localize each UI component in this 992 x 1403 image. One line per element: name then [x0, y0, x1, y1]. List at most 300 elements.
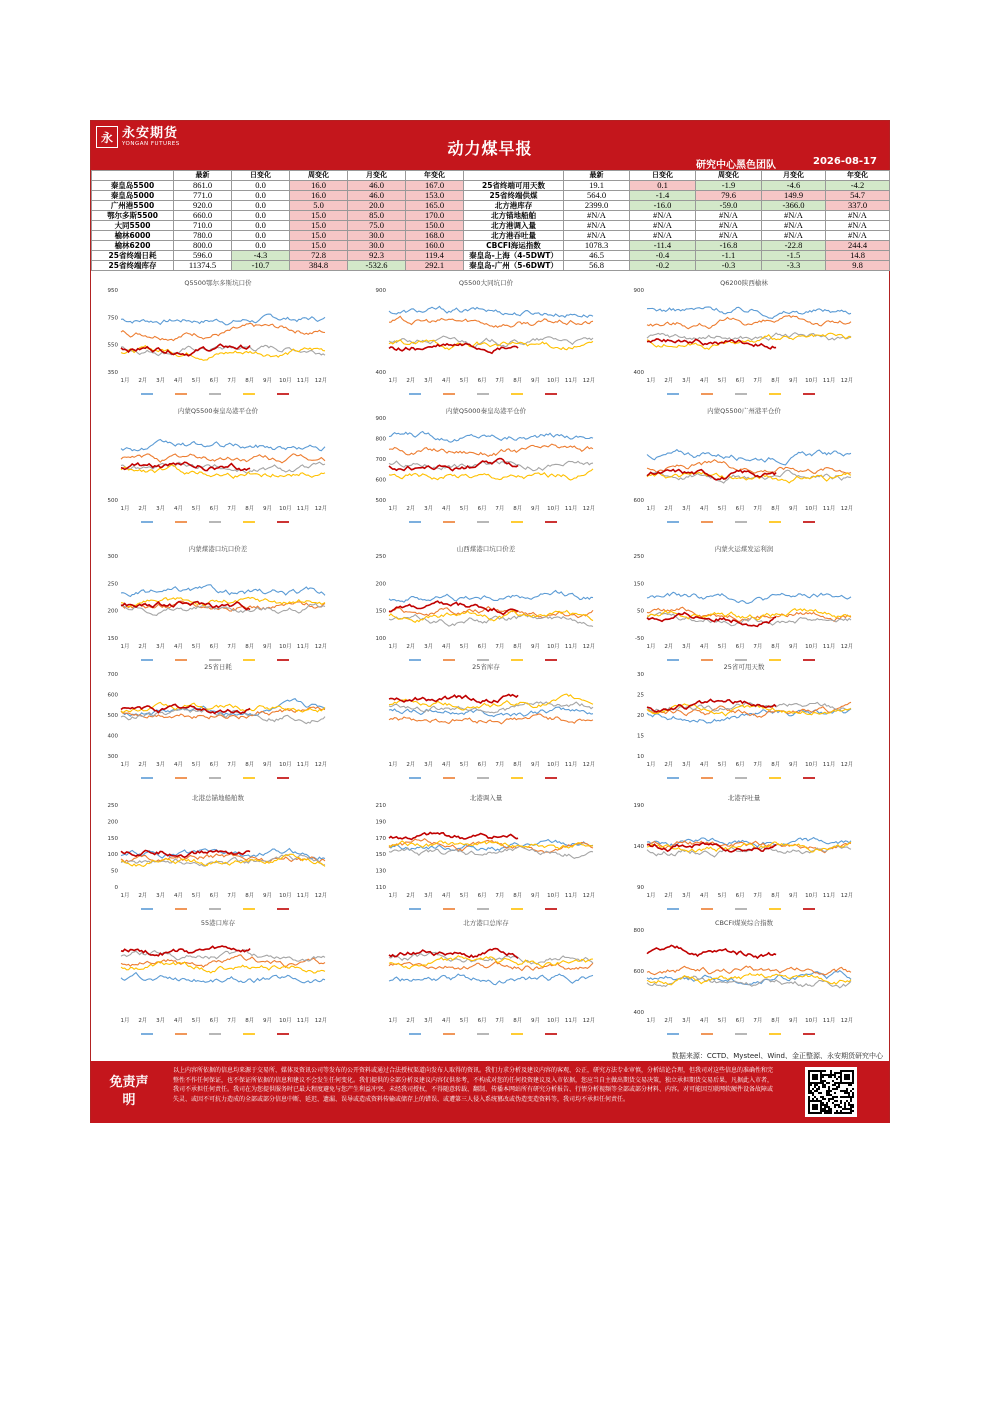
- table-cell: #N/A: [826, 211, 890, 221]
- x-tick-label: 12月: [314, 644, 328, 650]
- series-line: [389, 952, 593, 964]
- table-cell: 14.8: [826, 251, 890, 261]
- row-label: 榆林6200: [92, 241, 174, 251]
- x-tick-label: 4月: [173, 506, 183, 512]
- table-cell: 75.0: [348, 221, 406, 231]
- x-tick-label: 12月: [840, 1018, 854, 1024]
- x-tick-label: 3月: [424, 893, 434, 899]
- chart-panel: [93, 916, 343, 1046]
- chart-panel: [93, 276, 343, 406]
- table-cell: 56.8: [564, 261, 630, 271]
- x-tick-label: 8月: [245, 1018, 255, 1024]
- chart-panel: [93, 542, 343, 672]
- row-label: 秦皇岛5500: [92, 181, 174, 191]
- x-tick-label: 2月: [406, 1018, 416, 1024]
- y-tick-label: 700: [107, 672, 118, 678]
- y-tick-label: 500: [375, 498, 386, 504]
- series-line: [389, 949, 518, 959]
- series-line: [389, 695, 518, 704]
- x-tick-label: 7月: [227, 378, 237, 384]
- chart-title: 北港吞吐量: [727, 794, 761, 802]
- y-tick-label: 350: [107, 370, 118, 376]
- table-cell: 800.0: [174, 241, 232, 251]
- x-tick-label: 4月: [173, 1018, 183, 1024]
- x-tick-label: 11月: [564, 506, 578, 512]
- x-tick-label: 6月: [477, 1018, 487, 1024]
- table-cell: 244.4: [826, 241, 890, 251]
- x-tick-label: 7月: [495, 378, 505, 384]
- x-tick-label: 6月: [735, 1018, 745, 1024]
- table-header-cell: [464, 171, 564, 181]
- x-tick-label: 4月: [699, 378, 709, 384]
- x-tick-label: 4月: [699, 506, 709, 512]
- x-tick-label: 10月: [547, 1018, 560, 1024]
- series-line: [647, 699, 776, 712]
- x-tick-label: 11月: [822, 893, 836, 899]
- x-tick-label: 1月: [120, 1018, 130, 1024]
- x-tick-label: 3月: [682, 893, 692, 899]
- x-tick-label: 5月: [459, 893, 469, 899]
- x-tick-label: 1月: [388, 762, 398, 768]
- x-tick-label: 12月: [314, 893, 328, 899]
- x-tick-label: 11月: [822, 644, 836, 650]
- y-tick-label: 50: [637, 608, 644, 615]
- table-cell: 79.6: [696, 191, 762, 201]
- y-tick-label: 400: [107, 733, 118, 740]
- table-row: [92, 181, 890, 191]
- x-tick-label: 7月: [495, 1018, 505, 1024]
- y-tick-label: 250: [107, 803, 118, 809]
- x-tick-label: 8月: [245, 506, 255, 512]
- x-tick-label: 1月: [646, 1018, 656, 1024]
- table-cell: #N/A: [762, 221, 826, 231]
- report-header: [91, 121, 889, 170]
- x-tick-label: 12月: [582, 762, 596, 768]
- table-cell: 1078.3: [564, 241, 630, 251]
- row-label: 广州港5500: [92, 201, 174, 211]
- table-cell: 660.0: [174, 211, 232, 221]
- x-tick-label: 10月: [279, 762, 292, 768]
- x-tick-label: 1月: [120, 893, 130, 899]
- table-row: [92, 211, 890, 221]
- x-tick-label: 11月: [296, 762, 310, 768]
- x-tick-label: 2月: [664, 762, 674, 768]
- table-header-cell: 月变化: [348, 171, 406, 181]
- table-header-cell: 最新: [174, 171, 232, 181]
- x-tick-label: 3月: [424, 378, 434, 384]
- x-tick-label: 7月: [753, 762, 763, 768]
- table-cell: #N/A: [826, 221, 890, 231]
- x-tick-label: 12月: [840, 893, 854, 899]
- x-tick-label: 4月: [441, 506, 451, 512]
- y-tick-label: 150: [375, 852, 386, 859]
- x-tick-label: 8月: [513, 644, 523, 650]
- x-tick-label: 4月: [699, 762, 709, 768]
- y-tick-label: 15: [637, 733, 644, 740]
- x-tick-label: 12月: [314, 762, 328, 768]
- y-tick-label: 250: [375, 554, 386, 560]
- table-cell: 153.0: [406, 191, 464, 201]
- x-tick-label: 11月: [296, 893, 310, 899]
- x-tick-label: 2月: [664, 644, 674, 650]
- x-tick-label: 9月: [531, 893, 541, 899]
- table-cell: #N/A: [630, 211, 696, 221]
- x-tick-label: 2月: [406, 378, 416, 384]
- report-page: [90, 120, 890, 1123]
- table-cell: 596.0: [174, 251, 232, 261]
- series-line: [647, 316, 851, 329]
- x-tick-label: 2月: [664, 1018, 674, 1024]
- series-line: [647, 307, 851, 319]
- series-line: [121, 585, 325, 597]
- x-tick-label: 7月: [753, 1018, 763, 1024]
- y-tick-label: 50: [111, 868, 118, 875]
- series-line: [389, 432, 593, 443]
- x-tick-label: 6月: [477, 762, 487, 768]
- series-line: [389, 459, 518, 471]
- x-tick-label: 6月: [477, 378, 487, 384]
- x-tick-label: 5月: [459, 762, 469, 768]
- x-tick-label: 9月: [789, 762, 799, 768]
- table-cell: #N/A: [762, 231, 826, 241]
- x-tick-label: 4月: [173, 893, 183, 899]
- table-header-row: [92, 171, 890, 181]
- chart-svg: [93, 542, 343, 672]
- table-header-cell: 最新: [564, 171, 630, 181]
- table-cell: 337.0: [826, 201, 890, 211]
- y-tick-label: 550: [107, 342, 118, 349]
- row-label: 大同5500: [92, 221, 174, 231]
- chart-title: 内蒙煤港口坑口价差: [188, 545, 248, 553]
- x-tick-label: 10月: [547, 378, 560, 384]
- table-row: [92, 231, 890, 241]
- x-tick-label: 12月: [314, 506, 328, 512]
- table-cell: #N/A: [696, 221, 762, 231]
- x-tick-label: 12月: [582, 378, 596, 384]
- chart-panel: [619, 404, 869, 534]
- x-tick-label: 6月: [209, 378, 219, 384]
- y-tick-label: 10: [637, 754, 644, 760]
- table-cell: 710.0: [174, 221, 232, 231]
- table-cell: 15.0: [290, 211, 348, 221]
- series-line: [389, 306, 593, 317]
- x-tick-label: 3月: [682, 378, 692, 384]
- chart-panel: [619, 542, 869, 672]
- table-cell: 0.1: [630, 181, 696, 191]
- table-cell: 861.0: [174, 181, 232, 191]
- table-header-cell: [92, 171, 174, 181]
- x-tick-label: 9月: [263, 506, 273, 512]
- x-tick-label: 12月: [582, 1018, 596, 1024]
- row-label: CBCFI海运指数: [464, 241, 564, 251]
- x-tick-label: 3月: [682, 644, 692, 650]
- table-cell: 149.9: [762, 191, 826, 201]
- chart-title: 内蒙Q5500秦皇岛港平仓价: [177, 407, 259, 415]
- table-cell: -10.7: [232, 261, 290, 271]
- x-tick-label: 7月: [753, 506, 763, 512]
- table-cell: 20.0: [348, 201, 406, 211]
- x-tick-label: 2月: [406, 506, 416, 512]
- y-tick-label: 300: [107, 554, 118, 560]
- x-tick-label: 10月: [547, 506, 560, 512]
- x-tick-label: 10月: [805, 644, 818, 650]
- y-tick-label: 150: [633, 581, 644, 588]
- table-row: [92, 201, 890, 211]
- x-tick-label: 5月: [717, 893, 727, 899]
- table-cell: #N/A: [564, 221, 630, 231]
- table-cell: 15.0: [290, 221, 348, 231]
- table-cell: -0.2: [630, 261, 696, 271]
- chart-svg: [93, 404, 343, 534]
- x-tick-label: 10月: [279, 378, 292, 384]
- y-tick-label: 140: [633, 844, 644, 850]
- chart-panel: [619, 791, 869, 921]
- series-line: [121, 849, 325, 860]
- chart-panel: [93, 660, 343, 790]
- x-tick-label: 7月: [753, 378, 763, 384]
- price-table: [91, 170, 890, 271]
- x-tick-label: 6月: [735, 762, 745, 768]
- table-cell: 5.0: [290, 201, 348, 211]
- x-tick-label: 9月: [789, 506, 799, 512]
- y-tick-label: 600: [633, 498, 644, 504]
- x-tick-label: 11月: [822, 378, 836, 384]
- x-tick-label: 8月: [513, 506, 523, 512]
- chart-title: Q5500鄂尔多斯坑口价: [184, 279, 252, 287]
- table-row: [92, 261, 890, 271]
- x-tick-label: 7月: [495, 893, 505, 899]
- chart-svg: [93, 916, 343, 1046]
- x-tick-label: 5月: [717, 644, 727, 650]
- chart-panel: [619, 916, 869, 1046]
- x-tick-label: 5月: [459, 506, 469, 512]
- x-tick-label: 12月: [314, 378, 328, 384]
- x-tick-label: 9月: [263, 644, 273, 650]
- chart-panel: [619, 660, 869, 790]
- x-tick-label: 6月: [735, 644, 745, 650]
- y-tick-label: 950: [107, 288, 118, 294]
- x-tick-label: 8月: [245, 762, 255, 768]
- x-tick-label: 7月: [227, 644, 237, 650]
- table-cell: 46.0: [348, 191, 406, 201]
- x-tick-label: 3月: [156, 378, 166, 384]
- series-line: [389, 316, 593, 327]
- table-cell: #N/A: [762, 211, 826, 221]
- chart-svg: [619, 660, 869, 790]
- chart-title: 55港口库存: [200, 919, 236, 927]
- y-tick-label: 190: [375, 819, 386, 826]
- x-tick-label: 12月: [314, 1018, 328, 1024]
- y-tick-label: 150: [375, 608, 386, 615]
- chart-title: 内蒙Q5000秦皇岛港平仓价: [445, 407, 527, 415]
- x-tick-label: 9月: [789, 893, 799, 899]
- logo-name: 永安期货: [122, 125, 179, 141]
- row-label: 北方港库存: [464, 201, 564, 211]
- x-tick-label: 4月: [699, 1018, 709, 1024]
- x-tick-label: 8月: [771, 893, 781, 899]
- y-tick-label: 250: [107, 581, 118, 588]
- chart-title: 内蒙火运煤发运利润: [714, 545, 774, 553]
- y-tick-label: 600: [375, 477, 386, 484]
- x-tick-label: 4月: [173, 762, 183, 768]
- table-cell: 170.0: [406, 211, 464, 221]
- x-tick-label: 12月: [840, 506, 854, 512]
- chart-svg: [619, 276, 869, 406]
- x-tick-label: 8月: [771, 762, 781, 768]
- x-tick-label: 1月: [646, 762, 656, 768]
- x-tick-label: 9月: [263, 762, 273, 768]
- table-cell: 46.0: [348, 181, 406, 191]
- x-tick-label: 12月: [582, 893, 596, 899]
- y-tick-label: 700: [375, 457, 386, 463]
- y-tick-label: 800: [633, 928, 644, 934]
- series-line: [647, 945, 776, 958]
- table-cell: 292.1: [406, 261, 464, 271]
- table-cell: 72.8: [290, 251, 348, 261]
- chart-svg: [619, 916, 869, 1046]
- table-cell: -16.8: [696, 241, 762, 251]
- data-source: 数据来源：CCTD、Mysteel、Wind、金正整源、永安期货研究中心: [671, 1052, 883, 1060]
- x-tick-label: 4月: [441, 378, 451, 384]
- chart-title: Q6200陕西榆林: [720, 279, 768, 287]
- table-cell: -59.0: [696, 201, 762, 211]
- x-tick-label: 3月: [424, 1018, 434, 1024]
- x-tick-label: 6月: [209, 644, 219, 650]
- x-tick-label: 9月: [789, 644, 799, 650]
- y-tick-label: -50: [635, 636, 644, 642]
- disclaimer-section: [91, 1061, 889, 1123]
- x-tick-label: 9月: [789, 1018, 799, 1024]
- x-tick-label: 5月: [717, 378, 727, 384]
- x-tick-label: 6月: [209, 1018, 219, 1024]
- row-label: 北方港调入量: [464, 221, 564, 231]
- x-tick-label: 8月: [245, 644, 255, 650]
- row-label: 秦皇岛5000: [92, 191, 174, 201]
- x-tick-label: 2月: [138, 762, 148, 768]
- series-line: [121, 454, 325, 463]
- x-tick-label: 5月: [717, 506, 727, 512]
- x-tick-label: 11月: [296, 1018, 310, 1024]
- x-tick-label: 6月: [735, 506, 745, 512]
- table-cell: 0.0: [232, 241, 290, 251]
- table-cell: 30.0: [348, 241, 406, 251]
- x-tick-label: 9月: [263, 893, 273, 899]
- table-header-cell: 周变化: [696, 171, 762, 181]
- y-tick-label: 800: [375, 436, 386, 443]
- x-tick-label: 6月: [209, 893, 219, 899]
- y-tick-label: 750: [107, 315, 118, 322]
- x-tick-label: 6月: [477, 506, 487, 512]
- series-line: [647, 973, 851, 985]
- table-cell: #N/A: [696, 231, 762, 241]
- y-tick-label: 90: [637, 885, 644, 891]
- series-line: [121, 440, 325, 451]
- table-cell: #N/A: [826, 231, 890, 241]
- series-line: [647, 450, 851, 465]
- table-cell: -16.0: [630, 201, 696, 211]
- x-tick-label: 1月: [120, 762, 130, 768]
- x-tick-label: 2月: [138, 644, 148, 650]
- table-cell: 0.0: [232, 201, 290, 211]
- table-cell: #N/A: [630, 231, 696, 241]
- y-tick-label: 100: [107, 852, 118, 859]
- x-tick-label: 3月: [156, 893, 166, 899]
- x-tick-label: 10月: [547, 644, 560, 650]
- y-tick-label: 900: [375, 416, 386, 422]
- table-cell: 384.8: [290, 261, 348, 271]
- chart-title: 25省可用天数: [723, 663, 765, 671]
- x-tick-label: 11月: [564, 644, 578, 650]
- x-tick-label: 7月: [495, 762, 505, 768]
- chart-title: CBCFI煤炭综合指数: [714, 919, 774, 927]
- chart-title: 山西煤港口坑口价差: [456, 545, 516, 553]
- x-tick-label: 2月: [406, 644, 416, 650]
- x-tick-label: 7月: [495, 644, 505, 650]
- x-tick-label: 9月: [531, 644, 541, 650]
- table-cell: 0.0: [232, 221, 290, 231]
- table-row: [92, 191, 890, 201]
- x-tick-label: 4月: [441, 762, 451, 768]
- chart-svg: [619, 791, 869, 921]
- x-tick-label: 5月: [191, 893, 201, 899]
- table-cell: 2399.0: [564, 201, 630, 211]
- y-tick-label: 20: [637, 713, 644, 719]
- table-cell: 165.0: [406, 201, 464, 211]
- x-tick-label: 10月: [805, 893, 818, 899]
- x-tick-label: 3月: [682, 1018, 692, 1024]
- y-tick-label: 110: [375, 885, 386, 891]
- team-name: 研究中心黑色团队: [696, 160, 776, 171]
- x-tick-label: 12月: [582, 506, 596, 512]
- x-tick-label: 3月: [156, 1018, 166, 1024]
- table-row: [92, 221, 890, 231]
- chart-svg: [361, 404, 611, 534]
- table-cell: 30.0: [348, 231, 406, 241]
- table-cell: -0.3: [696, 261, 762, 271]
- x-tick-label: 9月: [531, 1018, 541, 1024]
- series-line: [121, 973, 325, 983]
- row-label: 25省终端供煤: [464, 191, 564, 201]
- x-tick-label: 8月: [771, 644, 781, 650]
- x-tick-label: 1月: [388, 644, 398, 650]
- qr-code-icon: [805, 1067, 857, 1117]
- row-label: 25省终端日耗: [92, 251, 174, 261]
- table-header-cell: 年变化: [406, 171, 464, 181]
- x-tick-label: 9月: [531, 762, 541, 768]
- x-tick-label: 1月: [388, 893, 398, 899]
- x-tick-label: 8月: [771, 1018, 781, 1024]
- x-tick-label: 2月: [664, 506, 674, 512]
- y-tick-label: 600: [107, 692, 118, 699]
- x-tick-label: 1月: [120, 644, 130, 650]
- x-tick-label: 5月: [191, 644, 201, 650]
- y-tick-label: 300: [107, 754, 118, 760]
- table-cell: #N/A: [564, 231, 630, 241]
- table-cell: 11374.5: [174, 261, 232, 271]
- row-label: 25省终端可用天数: [464, 181, 564, 191]
- y-tick-label: 400: [375, 370, 386, 376]
- table-cell: 92.3: [348, 251, 406, 261]
- y-tick-label: 400: [633, 370, 644, 376]
- chart-panel: [361, 404, 611, 534]
- series-line: [389, 591, 593, 603]
- chart-svg: [619, 542, 869, 672]
- x-tick-label: 7月: [495, 506, 505, 512]
- table-cell: -1.4: [630, 191, 696, 201]
- x-tick-label: 11月: [296, 506, 310, 512]
- chart-title: 内蒙Q5500广州港平仓价: [707, 407, 781, 415]
- y-tick-label: 130: [375, 868, 386, 875]
